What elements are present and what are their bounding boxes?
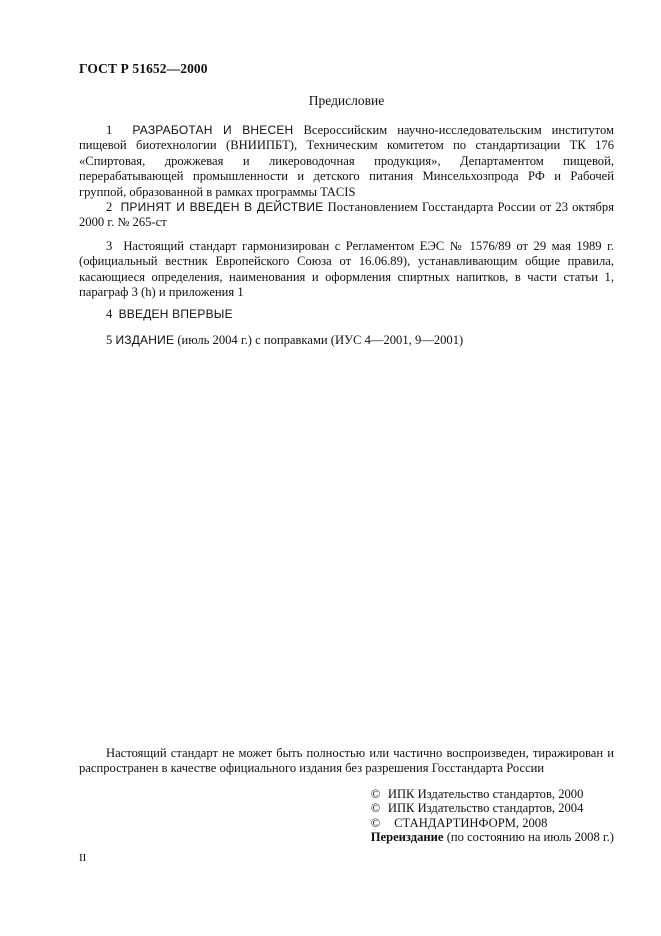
item-lead: ВВЕДЕН ВПЕРВЫЕ [118,307,233,321]
item-text: Настоящий стандарт гармонизирован с Регламентом ЕЭС № 1576/89 от 29 мая 1989 г. (официальный вестник Европейского Союза от 16.06.89), устанавливающим общие правила, касающиеся определения, наименования и оформления спиртных напитков, в части статьи 1, параграф 3 (h) и приложения 1 [79,239,614,300]
item-number: 2 [106,200,113,214]
item-number: 1 [106,123,113,137]
reissue-text: (по состоянию на июль 2008 г.) [446,829,614,844]
copyright-symbol: © [370,787,381,801]
preface-item-4 [79,307,614,322]
copyright-line: © СТАНДАРТИНФОРМ, 2008 [370,815,548,830]
reissue-label: Переиздание [370,829,444,844]
preface-title: Предисловие [308,93,385,108]
preface-item-1 [79,123,614,200]
copyright-block [371,787,614,844]
copyright-symbol: © [370,801,381,816]
preface-item-3 [79,239,614,301]
reproduction-notice: Настоящий стандарт не может быть полностью или частично воспроизведен, тиражирован и распространен в качестве официального издания без разрешения Госстандарта России [79,746,614,776]
item-text: (июль 2004 г.) с поправками (ИУС 4—2001, 9—2001) [177,333,464,347]
reissue-line [371,830,614,844]
item-lead: РАЗРАБОТАН И ВНЕСЕН [132,123,294,137]
preface-item-5 [79,333,614,348]
item-number: 5 [106,333,113,347]
item-text: Постановлением Госстандарта России от 23 октября 2000 г. № 265-ст [79,200,615,230]
item-lead: ИЗДАНИЕ [115,333,175,347]
copyright-symbol: © [370,815,381,830]
document-id: ГОСТ Р 51652—2000 [79,61,208,76]
item-lead: ПРИНЯТ И ВВЕДЕН В ДЕЙСТВИЕ [120,200,324,214]
copyright-line: © ИПК Издательство стандартов, 2000 [370,787,584,801]
item-text: Всероссийским научно-исследовательским институтом пищевой биотехнологии (ВНИИПБТ), Техническим комитетом по стандартизации ТК 176 «Спиртовая, дрожжевая и ликероводочная продукция», Департаментом пищевой, перерабатывающей промышленности и детского питания Минсельхозпрода РФ и Рабочей группой, образованной в рамках программы TACIS [79,123,614,199]
preface-item-2 [79,200,614,231]
item-number: 4 [106,307,113,321]
item-number: 3 [106,239,113,253]
copyright-line: © ИПК Издательство стандартов, 2004 [370,801,584,816]
page-number: II [79,852,87,864]
